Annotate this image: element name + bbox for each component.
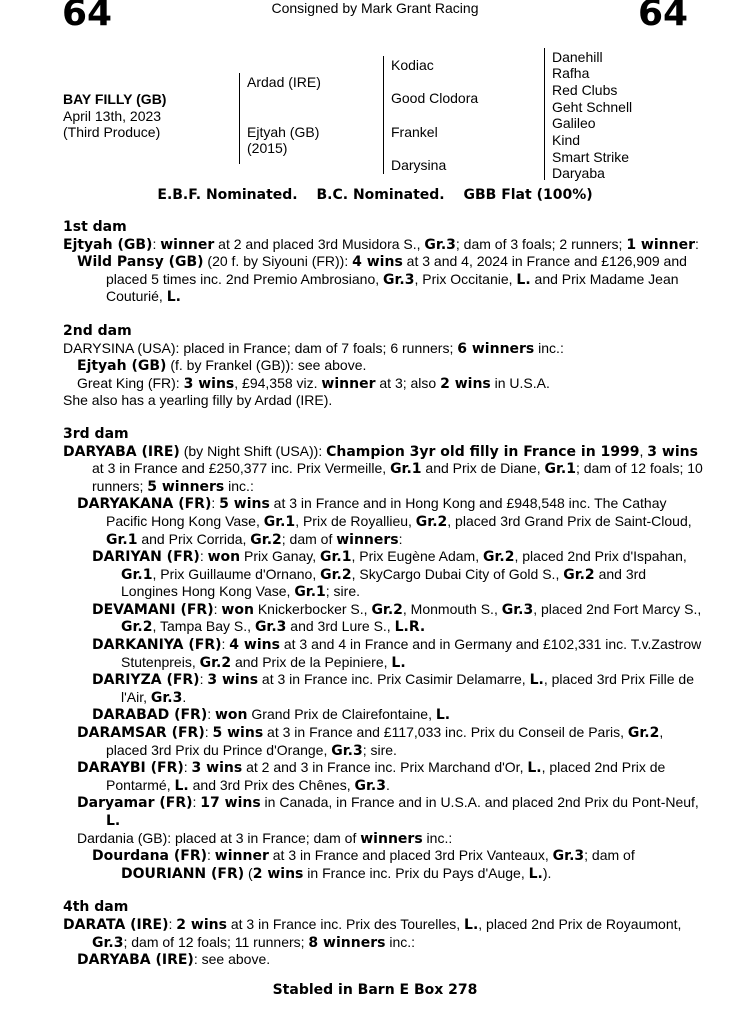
catalogue-body [63,219,703,969]
gbb-nomination: GBB Flat (100%) [463,187,593,203]
ancestor-4: Geht Schnell [552,99,633,115]
ancestor-1: Danehill [552,49,603,65]
horse-foaled: April 13th, 2023 [63,108,162,124]
section-fourth-dam: 4th dam [63,899,129,916]
ebf-nomination: E.B.F. Nominated. [157,187,298,203]
dam-sire: Frankel [391,124,438,140]
ancestor-3: Red Clubs [552,82,618,98]
pedigree-line-2 [383,56,384,174]
stabling-info: Stabled in Barn E Box 278 [272,982,478,998]
ancestor-2: Rafha [552,65,590,81]
second-dam-produce-1: Ejtyah (GB) (f. by Frankel (GB)): see above. [77,357,367,375]
sire-sire: Kodiac [391,57,434,73]
ancestor-6: Kind [552,132,581,148]
nominations [0,187,750,203]
sire: Ardad (IRE) [247,74,321,90]
pedigree-line-1 [239,73,240,164]
third-dam-produce-4: Daryamar (FR): 17 wins in Canada, in France and in U.S.A. and placed 2nd Prix du Pont-Neuf, L. [77,794,699,829]
section-third-dam: 3rd dam [63,425,129,442]
first-dam-entry: Ejtyah (GB): winner at 2 and placed 3rd Musidora S., Gr.3; dam of 3 foals; 2 runners; 1 winner: [63,235,699,253]
third-dam-grand-produce-6: Dourdana (FR): winner at 3 in France and placed 3rd Prix Vanteaux, Gr.3; dam of DOURIANN (FR) (2 wins in France inc. Prix du Pays d'Auge, L.). [92,847,635,882]
lot-number-right: 64 [638,0,689,34]
dam-dam: Darysina [391,157,447,173]
first-dam-produce-1: Wild Pansy (GB) (20 f. by Siyouni (FR)): 4 wins at 3 and 4, 2024 in France and £126,909 and placed 5 times inc. 2nd Premio Ambrosiano, Gr.3, Prix Occitanie, L. and Prix Madame Jean Couturié, L. [77,253,687,306]
fourth-dam-entry: DARATA (IRE): 2 wins at 3 in France inc. Prix des Tourelles, L., placed 2nd Prix de Royaumont, Gr.3; dam of 12 foals; 11 runners; 8 winners inc.: [63,915,682,951]
third-dam-produce-3: DARAYBI (FR): 3 wins at 2 and 3 in France inc. Prix Marchand d'Or, L., placed 2nd Prix de Pontarmé, L. and 3rd Prix des Chênes, Gr.3. [77,759,666,794]
third-dam-produce-2: DARAMSAR (FR): 5 wins at 3 in France and £117,033 inc. Prix du Conseil de Paris, Gr.2, placed 3rd Prix du Prince d'Orange, Gr.3; sire. [77,724,664,759]
ancestor-5: Galileo [552,115,596,131]
third-dam-grand-produce-4: DARIYZA (FR): 3 wins at 3 in France inc. Prix Casimir Delamarre, L., placed 3rd Prix Fille de l'Air, Gr.3. [92,671,694,706]
section-second-dam: 2nd dam [63,322,132,339]
horse-produce: (Third Produce) [63,124,161,140]
third-dam-grand-produce-1: DARIYAN (FR): won Prix Ganay, Gr.1, Prix Eugène Adam, Gr.2, placed 2nd Prix d'Ispahan, Gr.1, Prix Guillaume d'Ornano, Gr.2, SkyCargo Dubai City of Gold S., Gr.2 and 3rd Longines Hong Kong Vase, Gr.1; sire. [92,548,687,601]
fourth-dam-produce-1: DARYABA (IRE): see above. [77,951,271,969]
second-dam-produce-2: Great King (FR): 3 wins, £94,358 viz. winner at 3; also 2 wins in U.S.A. [77,374,550,392]
horse-title: BAY FILLY (GB) [63,91,167,107]
section-first-dam: 1st dam [63,219,127,235]
consignor: Consigned by Mark Grant Racing [271,0,479,16]
third-dam-grand-produce-5: DARABAD (FR): won Grand Prix de Clairefontaine, L. [92,706,451,724]
dam: Ejtyah (GB) [247,124,320,140]
third-dam-grand-produce-3: DARKANIYA (FR): 4 wins at 3 and 4 in France and in Germany and £102,331 inc. T.v.Zastrow Stutenpreis, Gr.2 and Prix de la Pepiniere, L. [92,636,702,671]
third-dam-produce-1: DARYAKANA (FR): 5 wins at 3 in France and in Hong Kong and £948,548 inc. The Cathay Pacific Hong Kong Vase, Gr.1, Prix de Royallieu, Gr.2, placed 3rd Grand Prix de Saint-Cloud, Gr.1 and Prix Corrida, Gr.2; dam of winners: [77,495,692,548]
bc-nomination: B.C. Nominated. [316,187,445,203]
third-dam-grand-produce-2: DEVAMANI (FR): won Knickerbocker S., Gr.2, Monmouth S., Gr.3, placed 2nd Fort Marcy S., Gr.2, Tampa Bay S., Gr.3 and 3rd Lure S., L.R. [92,600,702,636]
pedigree-line-3 [544,48,545,180]
ancestor-7: Smart Strike [552,149,630,165]
lot-number-left: 64 [62,0,113,34]
third-dam-entry: DARYABA (IRE) (by Night Shift (USA)): Champion 3yr old filly in France in 1999, 3 wins at 3 in France and £250,377 inc. Prix Vermeille, Gr.1 and Prix de Diane, Gr.1; dam of 12 foals; 10 runners; 5 winners inc.: [63,442,703,495]
third-dam-produce-5: Dardania (GB): placed at 3 in France; dam of winners inc.: [77,829,453,847]
ancestor-8: Daryaba [552,165,605,181]
second-dam-note: She also has a yearling filly by Ardad (IRE). [63,392,333,409]
second-dam-entry: DARYSINA (USA): placed in France; dam of 7 foals; 6 runners; 6 winners inc.: [63,339,564,357]
dam-year: (2015) [247,140,288,156]
sire-dam: Good Clodora [391,90,479,106]
